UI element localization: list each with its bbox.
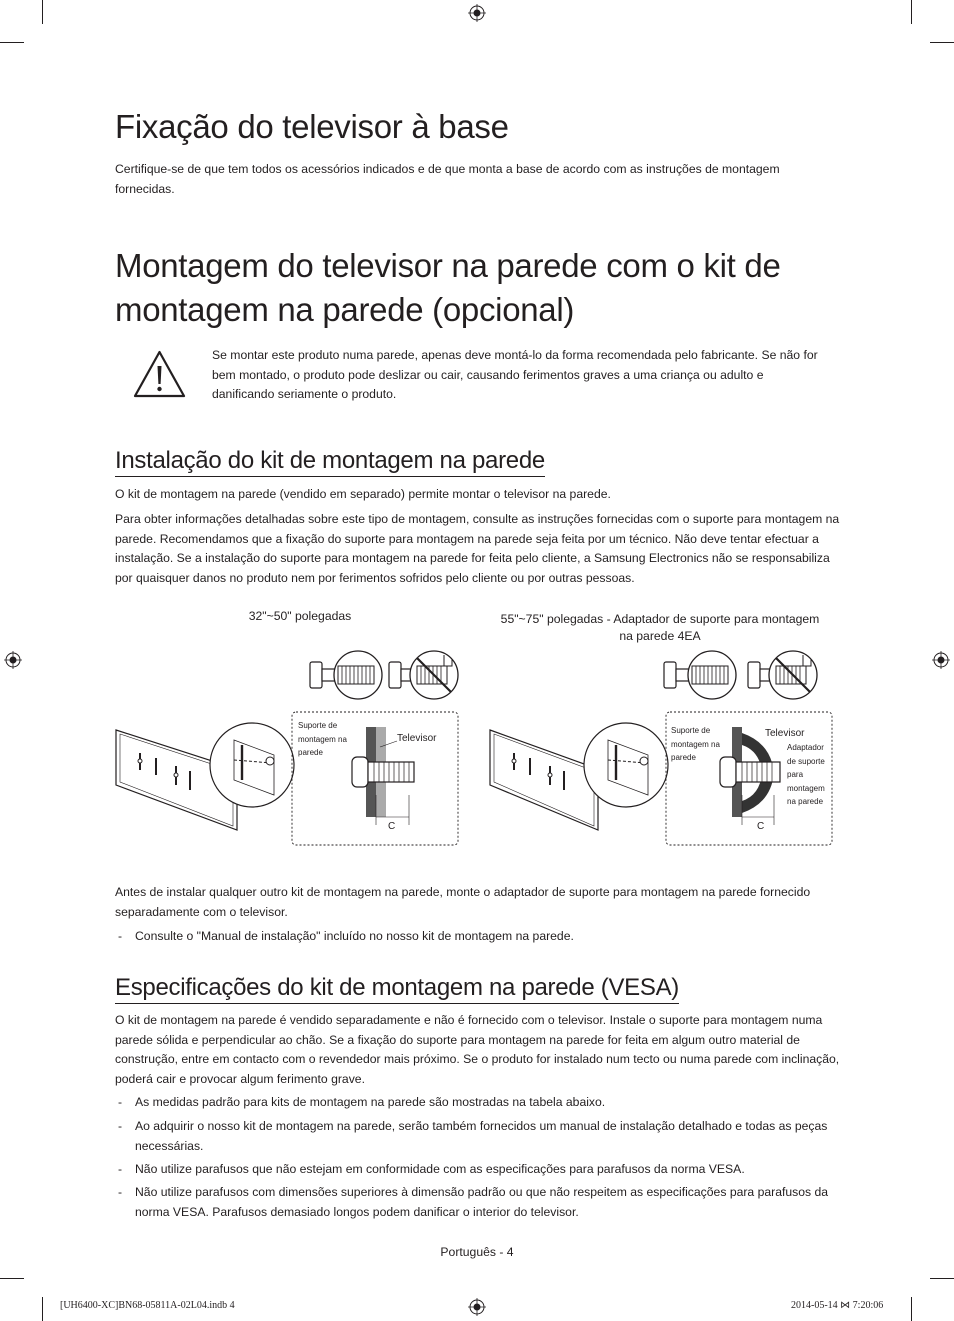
crop-mark (930, 42, 954, 43)
screw-icon (310, 651, 382, 699)
crop-mark (42, 0, 43, 24)
label-tv-left: Televisor (397, 733, 437, 744)
crop-mark (911, 0, 912, 24)
list-item: - As medidas padrão para kits de montagem na parede são mostradas na tabela abaixo. (118, 1095, 606, 1109)
registration-mark-icon (468, 1298, 486, 1316)
crop-mark (930, 1278, 954, 1279)
registration-mark-icon (468, 4, 486, 22)
warning-triangle-icon (132, 349, 187, 399)
adapter-paragraph: Antes de instalar qualquer outro kit de montagem na parede, monte o adaptador de suporte para montagem na parede fornecido separadamente com o televisor. (115, 885, 811, 919)
label-c-right: C (757, 821, 765, 832)
list-item: - Não utilize parafusos que não estejam em conformidade com as especificações para parafusos da norma VESA. (118, 1162, 745, 1176)
registration-mark-icon (4, 651, 22, 669)
prohibited-icon (389, 651, 458, 699)
list-item: - Consulte o "Manual de instalação" incluído no nosso kit de montagem na parede. (118, 929, 574, 943)
label-adapter-right: Adaptador de suporte para montagem na parede (787, 743, 825, 806)
screw-icon (664, 651, 736, 699)
wall-mount-diagram-left (112, 645, 462, 850)
crop-mark (0, 42, 24, 43)
prohibited-icon (748, 651, 817, 699)
crop-mark (0, 1278, 24, 1279)
figure-caption-left: 32"~50" polegadas (248, 609, 352, 623)
crop-mark (42, 1297, 43, 1321)
install-paragraph-1: O kit de montagem na parede (vendido em separado) permite montar o televisor na parede. (115, 487, 611, 501)
page-title: Fixação do televisor à base (115, 108, 509, 145)
registration-mark-icon (932, 651, 950, 669)
list-item: - Ao adquirir o nosso kit de montagem na parede, serão também fornecidos um manual de instalação detalhado e todas as peças necessárias. (118, 1119, 828, 1153)
section-heading-vesa: Especificações do kit de montagem na parede (VESA) (115, 974, 679, 1004)
page-number: Português - 4 (440, 1245, 514, 1259)
label-bracket-left: Suporte de montagem na parede (298, 721, 347, 757)
list-item: - Não utilize parafusos com dimensões superiores à dimensão padrão ou que não respeitem as especificações para parafusos da norma VESA. Parafusos demasiado longos podem danificar o interior do televisor. (118, 1185, 829, 1219)
timestamp: 2014-05-14 ⋈ 7:20:06 (791, 1300, 884, 1311)
label-bracket-right: Suporte de montagem na parede (671, 726, 720, 762)
section-heading-install: Instalação do kit de montagem na parede (115, 447, 545, 477)
label-tv-right: Televisor (765, 728, 805, 739)
warning-text: Se montar este produto numa parede, apenas deve montá-lo da forma recomendada pelo fabricante. Se não for bem montado, o produto pode deslizar ou cair, causando ferimentos graves a uma criança ou adulto e danificando seriamente o produto. (212, 348, 818, 401)
label-c-left: C (388, 821, 396, 832)
vesa-paragraph: O kit de montagem na parede é vendido separadamente e não é fornecido com o televisor. Instale o suporte para montagem numa parede sólida e perpendicular ao chão. Se a fixação do suporte para montagem na parede for feita em algum outro material de construção, entre em contacto com o revendedor mais próximo. Se o produto for instalado num tecto ou numa parede com inclinação, poderá cair e provocar algum ferimento grave. (115, 1013, 840, 1086)
crop-mark (911, 1297, 912, 1321)
figure-caption-right: 55"~75" polegadas - Adaptador de suporte para montagem na parede 4EA (500, 612, 820, 643)
wall-mount-diagram-right (486, 645, 836, 850)
intro-paragraph: Certifique-se de que tem todos os acessórios indicados e de que monta a base de acordo com as instruções de montagem fornecidas. (115, 162, 780, 196)
file-info: [UH6400-XC]BN68-05811A-02L04.indb 4 (60, 1300, 235, 1311)
install-paragraph-2: Para obter informações detalhadas sobre este tipo de montagem, consulte as instruções fornecidas com o suporte para montagem na parede. Recomendamos que a fixação do suporte para montagem na parede seja feita por um técnico. Não deve tentar efectuar a instalação. Se a instalação do suporte para montagem na parede for feita pelo cliente, a Samsung Electronics não se responsabiliza por quaisquer danos no produto nem por ferimentos sofridos pelo cliente ou por outras pessoas. (115, 512, 840, 585)
section-title-mount: Montagem do televisor na parede com o kit de montagem na parede (opcional) (115, 247, 781, 328)
